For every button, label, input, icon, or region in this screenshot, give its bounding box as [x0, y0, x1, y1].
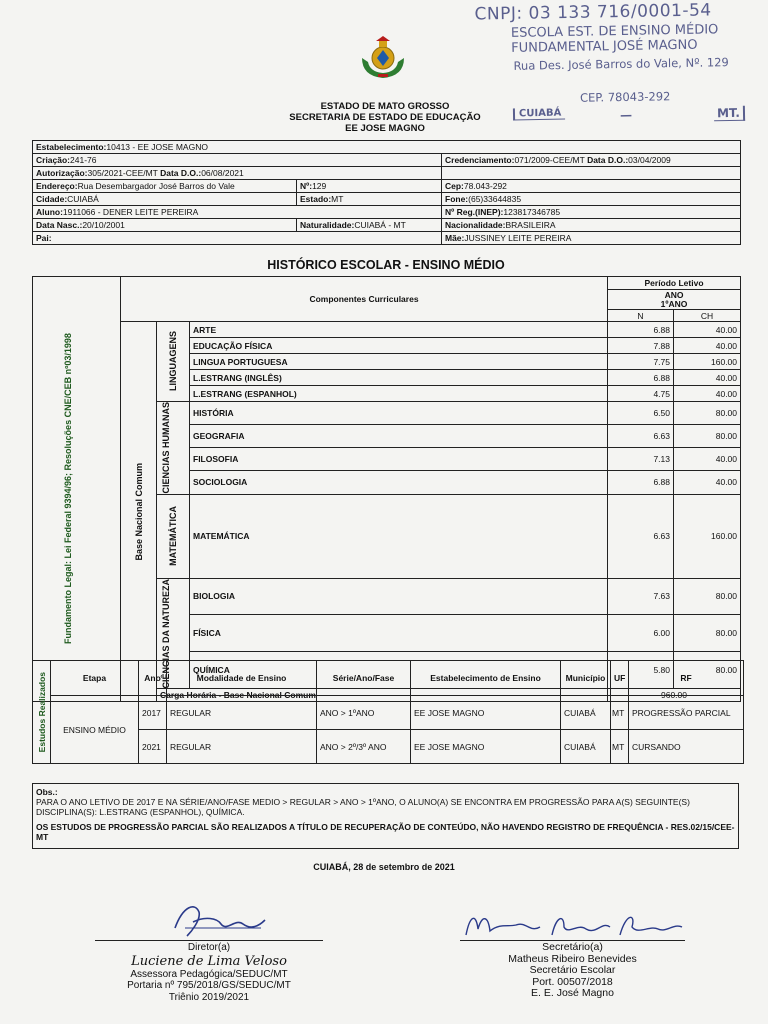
obs-text-2: OS ESTUDOS DE PROGRESSÃO PARCIAL SÃO REALIZADOS A TÍTULO DE RECUPERAÇÃO DE CONTEÚDO, NÃO HAVENDO REGISTRO DE FREQUÊNCIA - RES.02/15/CEE-MT	[36, 822, 735, 842]
area-matematica: MATEMÁTICA	[157, 494, 190, 578]
estab-cell: EE JOSE MAGNO	[411, 730, 561, 764]
subject-hours: 40.00	[674, 386, 741, 402]
grades-table	[32, 276, 741, 702]
subject-name: FÍSICA	[190, 615, 608, 652]
subject-grade: 6.88	[608, 370, 674, 386]
area-linguagens: LINGUAGENS	[157, 322, 190, 402]
director-line1: Assessora Pedagógica/SEDUC/MT	[130, 968, 288, 980]
subject-hours: 80.00	[674, 578, 741, 615]
total-hours-value: 960.00	[608, 689, 741, 702]
componentes-header: Componentes Curriculares	[121, 277, 608, 322]
director-name: Luciene de Lima Veloso	[131, 953, 287, 969]
subject-hours: 160.00	[674, 354, 741, 370]
mae-cell: Mãe:JUSSINEY LEITE PEREIRA	[442, 232, 741, 245]
director-signature-line	[95, 940, 323, 941]
nascimento-cell: Data Nasc.:20/10/2001	[33, 219, 297, 232]
rf-cell: CURSANDO	[629, 730, 744, 764]
col-serie: Série/Ano/Fase	[317, 661, 411, 696]
subject-grade: 4.75	[608, 386, 674, 402]
estado-cell: Estado:MT	[297, 193, 442, 206]
subject-hours: 80.00	[674, 652, 741, 689]
autorizacao-cell: Autorização:305/2021-CEE/MT Data D.O.:06/08/2021	[33, 167, 442, 180]
ch-header: CH	[674, 310, 741, 322]
secretary-name: Matheus Ribeiro Benevides	[508, 952, 637, 965]
subject-grade: 5.80	[608, 652, 674, 689]
header-school: EE JOSE MAGNO	[345, 123, 425, 134]
subject-grade: 6.88	[608, 322, 674, 338]
subject-hours: 40.00	[674, 370, 741, 386]
uf-cell: MT	[611, 730, 629, 764]
student-info-table	[32, 140, 741, 245]
director-line2: Portaria nº 795/2018/GS/SEDUC/MT	[127, 980, 291, 991]
periodo-letivo-header: Período Letivo	[608, 277, 741, 290]
subject-name: QUÍMICA	[190, 652, 608, 689]
stamp-state: MT.	[714, 106, 745, 122]
base-nacional-label: Base Nacional Comum	[133, 462, 144, 561]
subject-hours: 80.00	[674, 615, 741, 652]
studies-side-label-cell: Estudos Realizados	[33, 661, 51, 764]
total-hours-label: Carga Horária - Base Nacional Comum	[157, 689, 608, 702]
serie-cell: ANO > 1ºANO	[317, 696, 411, 730]
secretary-signature-icon	[460, 905, 690, 945]
area-humanas: CIENCIAS HUMANAS	[157, 402, 190, 495]
municipio-cell: CUIABÁ	[561, 696, 611, 730]
subject-grade: 7.88	[608, 338, 674, 354]
subject-grade: 7.13	[608, 448, 674, 471]
studies-table	[32, 660, 744, 764]
estabelecimento-cell: Estabelecimento:10413 - EE JOSE MAGNO	[33, 141, 741, 154]
stamp-cnpj: CNPJ: 03 133 716/0001-54	[474, 0, 712, 25]
cidade-cell: Cidade:CUIABÁ	[33, 193, 297, 206]
naturalidade-cell: Naturalidade:CUIABÁ - MT	[297, 219, 442, 232]
subject-grade: 7.63	[608, 578, 674, 615]
subject-grade: 6.88	[608, 471, 674, 494]
subject-name: FILOSOFIA	[190, 448, 608, 471]
director-block	[95, 942, 323, 1003]
school-stamp	[474, 0, 765, 74]
subject-hours: 80.00	[674, 425, 741, 448]
col-rf: RF	[629, 661, 744, 696]
obs-text-1: PARA O ANO LETIVO DE 2017 E NA SÉRIE/ANO/FASE MEDIO > REGULAR > ANO > 1ºANO, O ALUNO(A) SE ENCONTRA EM PROGRESSÃO PARA A(S) SEGUINTE(S) DISCIPLINA(S): L.ESTRANG (ESPANHOL), QUÍMICA.	[36, 797, 690, 817]
secretary-line2: Port. 00507/2018	[532, 975, 613, 988]
stamp-school-line1: ESCOLA EST. DE ENSINO MÉDIO	[510, 22, 719, 41]
table-row	[33, 730, 744, 764]
rf-cell: PROGRESSÃO PARCIAL	[629, 696, 744, 730]
subject-hours: 40.00	[674, 471, 741, 494]
col-modalidade: Modalidade de Ensino	[167, 661, 317, 696]
col-etapa: Etapa	[51, 661, 139, 696]
stamp-cep: CEP. 78043-292	[579, 89, 671, 105]
aluno-cell: Aluno:1911066 - DENER LEITE PEREIRA	[33, 206, 442, 219]
subject-hours: 40.00	[674, 338, 741, 354]
etapa-cell: ENSINO MÉDIO	[51, 696, 139, 764]
stamp-address: Rua Des. José Barros do Vale, Nº. 129	[513, 55, 729, 73]
modalidade-cell: REGULAR	[167, 730, 317, 764]
cep-cell: Cep:78.043-292	[442, 180, 741, 193]
subject-name: L.ESTRANG (INGLÊS)	[190, 370, 608, 386]
header-secretaria: SECRETARIA DE ESTADO DE EDUCAÇÃO	[289, 112, 481, 123]
subject-hours: 40.00	[674, 448, 741, 471]
stamp-school-line2: FUNDAMENTAL JOSÉ MAGNO	[511, 37, 698, 56]
subject-hours: 40.00	[674, 322, 741, 338]
pai-cell: Pai:	[33, 232, 442, 245]
col-estabelecimento: Estabelecimento de Ensino	[411, 661, 561, 696]
secretary-line3: E. E. José Magno	[531, 987, 614, 999]
col-ano: Ano	[139, 661, 167, 696]
secretary-line1: Secretário Escolar	[529, 964, 616, 976]
ano-header: ANO 1ºANO	[608, 290, 741, 310]
subject-grade: 6.63	[608, 425, 674, 448]
area-natureza: CIÊNCIAS DA NATUREZA	[157, 578, 190, 689]
uf-cell: MT	[611, 696, 629, 730]
col-municipio: Município	[561, 661, 611, 696]
serie-cell: ANO > 2º/3º ANO	[317, 730, 411, 764]
subject-grade: 6.63	[608, 494, 674, 578]
subject-name: LINGUA PORTUGUESA	[190, 354, 608, 370]
document-title: HISTÓRICO ESCOLAR - ENSINO MÉDIO	[267, 258, 505, 272]
director-role: Diretor(a)	[187, 942, 231, 953]
inep-cell: Nº Reg.(INEP):123817346785	[442, 206, 741, 219]
endereco-cell: Endereço:Rua Desembargador José Barros do Vale	[33, 180, 297, 193]
header-block	[250, 101, 520, 134]
subject-grade: 6.50	[608, 402, 674, 425]
subject-name: ARTE	[190, 322, 608, 338]
table-row	[33, 696, 744, 730]
municipio-cell: CUIABÁ	[561, 730, 611, 764]
state-crest-icon	[358, 36, 408, 80]
subject-grade: 6.00	[608, 615, 674, 652]
fundamento-legal-cell	[33, 277, 121, 702]
subject-grade: 7.75	[608, 354, 674, 370]
subject-name: EDUCAÇÃO FÍSICA	[190, 338, 608, 354]
fundamento-legal-text: Fundamento Legal: Lei Federal 9394/96; Resoluções CNE/CEB nº03/1998	[62, 333, 73, 645]
modalidade-cell: REGULAR	[167, 696, 317, 730]
stamp-dash: —	[619, 107, 633, 123]
subject-name: BIOLOGIA	[190, 578, 608, 615]
col-uf: UF	[611, 661, 629, 696]
director-line3: Triênio 2019/2021	[168, 991, 250, 1003]
criacao-cell: Criação:241-76	[33, 154, 442, 167]
n-header: N	[608, 310, 674, 322]
subject-name: MATEMÁTICA	[190, 494, 608, 578]
numero-cell: Nº:129	[297, 180, 442, 193]
subject-name: L.ESTRANG (ESPANHOL)	[190, 386, 608, 402]
issue-date: CUIABÁ, 28 de setembro de 2021	[313, 862, 455, 872]
obs-label: Obs.:	[36, 787, 58, 797]
ano-cell: 2021	[139, 730, 167, 764]
header-state: ESTADO DE MATO GROSSO	[320, 101, 450, 112]
secretary-block	[460, 942, 685, 1000]
subject-name: HISTÓRIA	[190, 402, 608, 425]
secretary-role: Secretário(a)	[542, 941, 603, 953]
ano-cell: 2017	[139, 696, 167, 730]
estab-cell: EE JOSE MAGNO	[411, 696, 561, 730]
subject-hours: 160.00	[674, 494, 741, 578]
stamp-city: CUIABÁ	[513, 108, 565, 121]
fone-cell: Fone:(65)33644835	[442, 193, 741, 206]
credenciamento-cell: Credenciamento:071/2009-CEE/MT Data D.O.:03/04/2009	[442, 154, 741, 167]
observations-box	[32, 783, 739, 849]
subject-hours: 80.00	[674, 402, 741, 425]
director-signature-icon	[165, 898, 275, 940]
subject-name: GEOGRAFIA	[190, 425, 608, 448]
base-nacional-cell	[121, 322, 157, 702]
subject-name: SOCIOLOGIA	[190, 471, 608, 494]
nacionalidade-cell: Nacionalidade:BRASILEIRA	[442, 219, 741, 232]
